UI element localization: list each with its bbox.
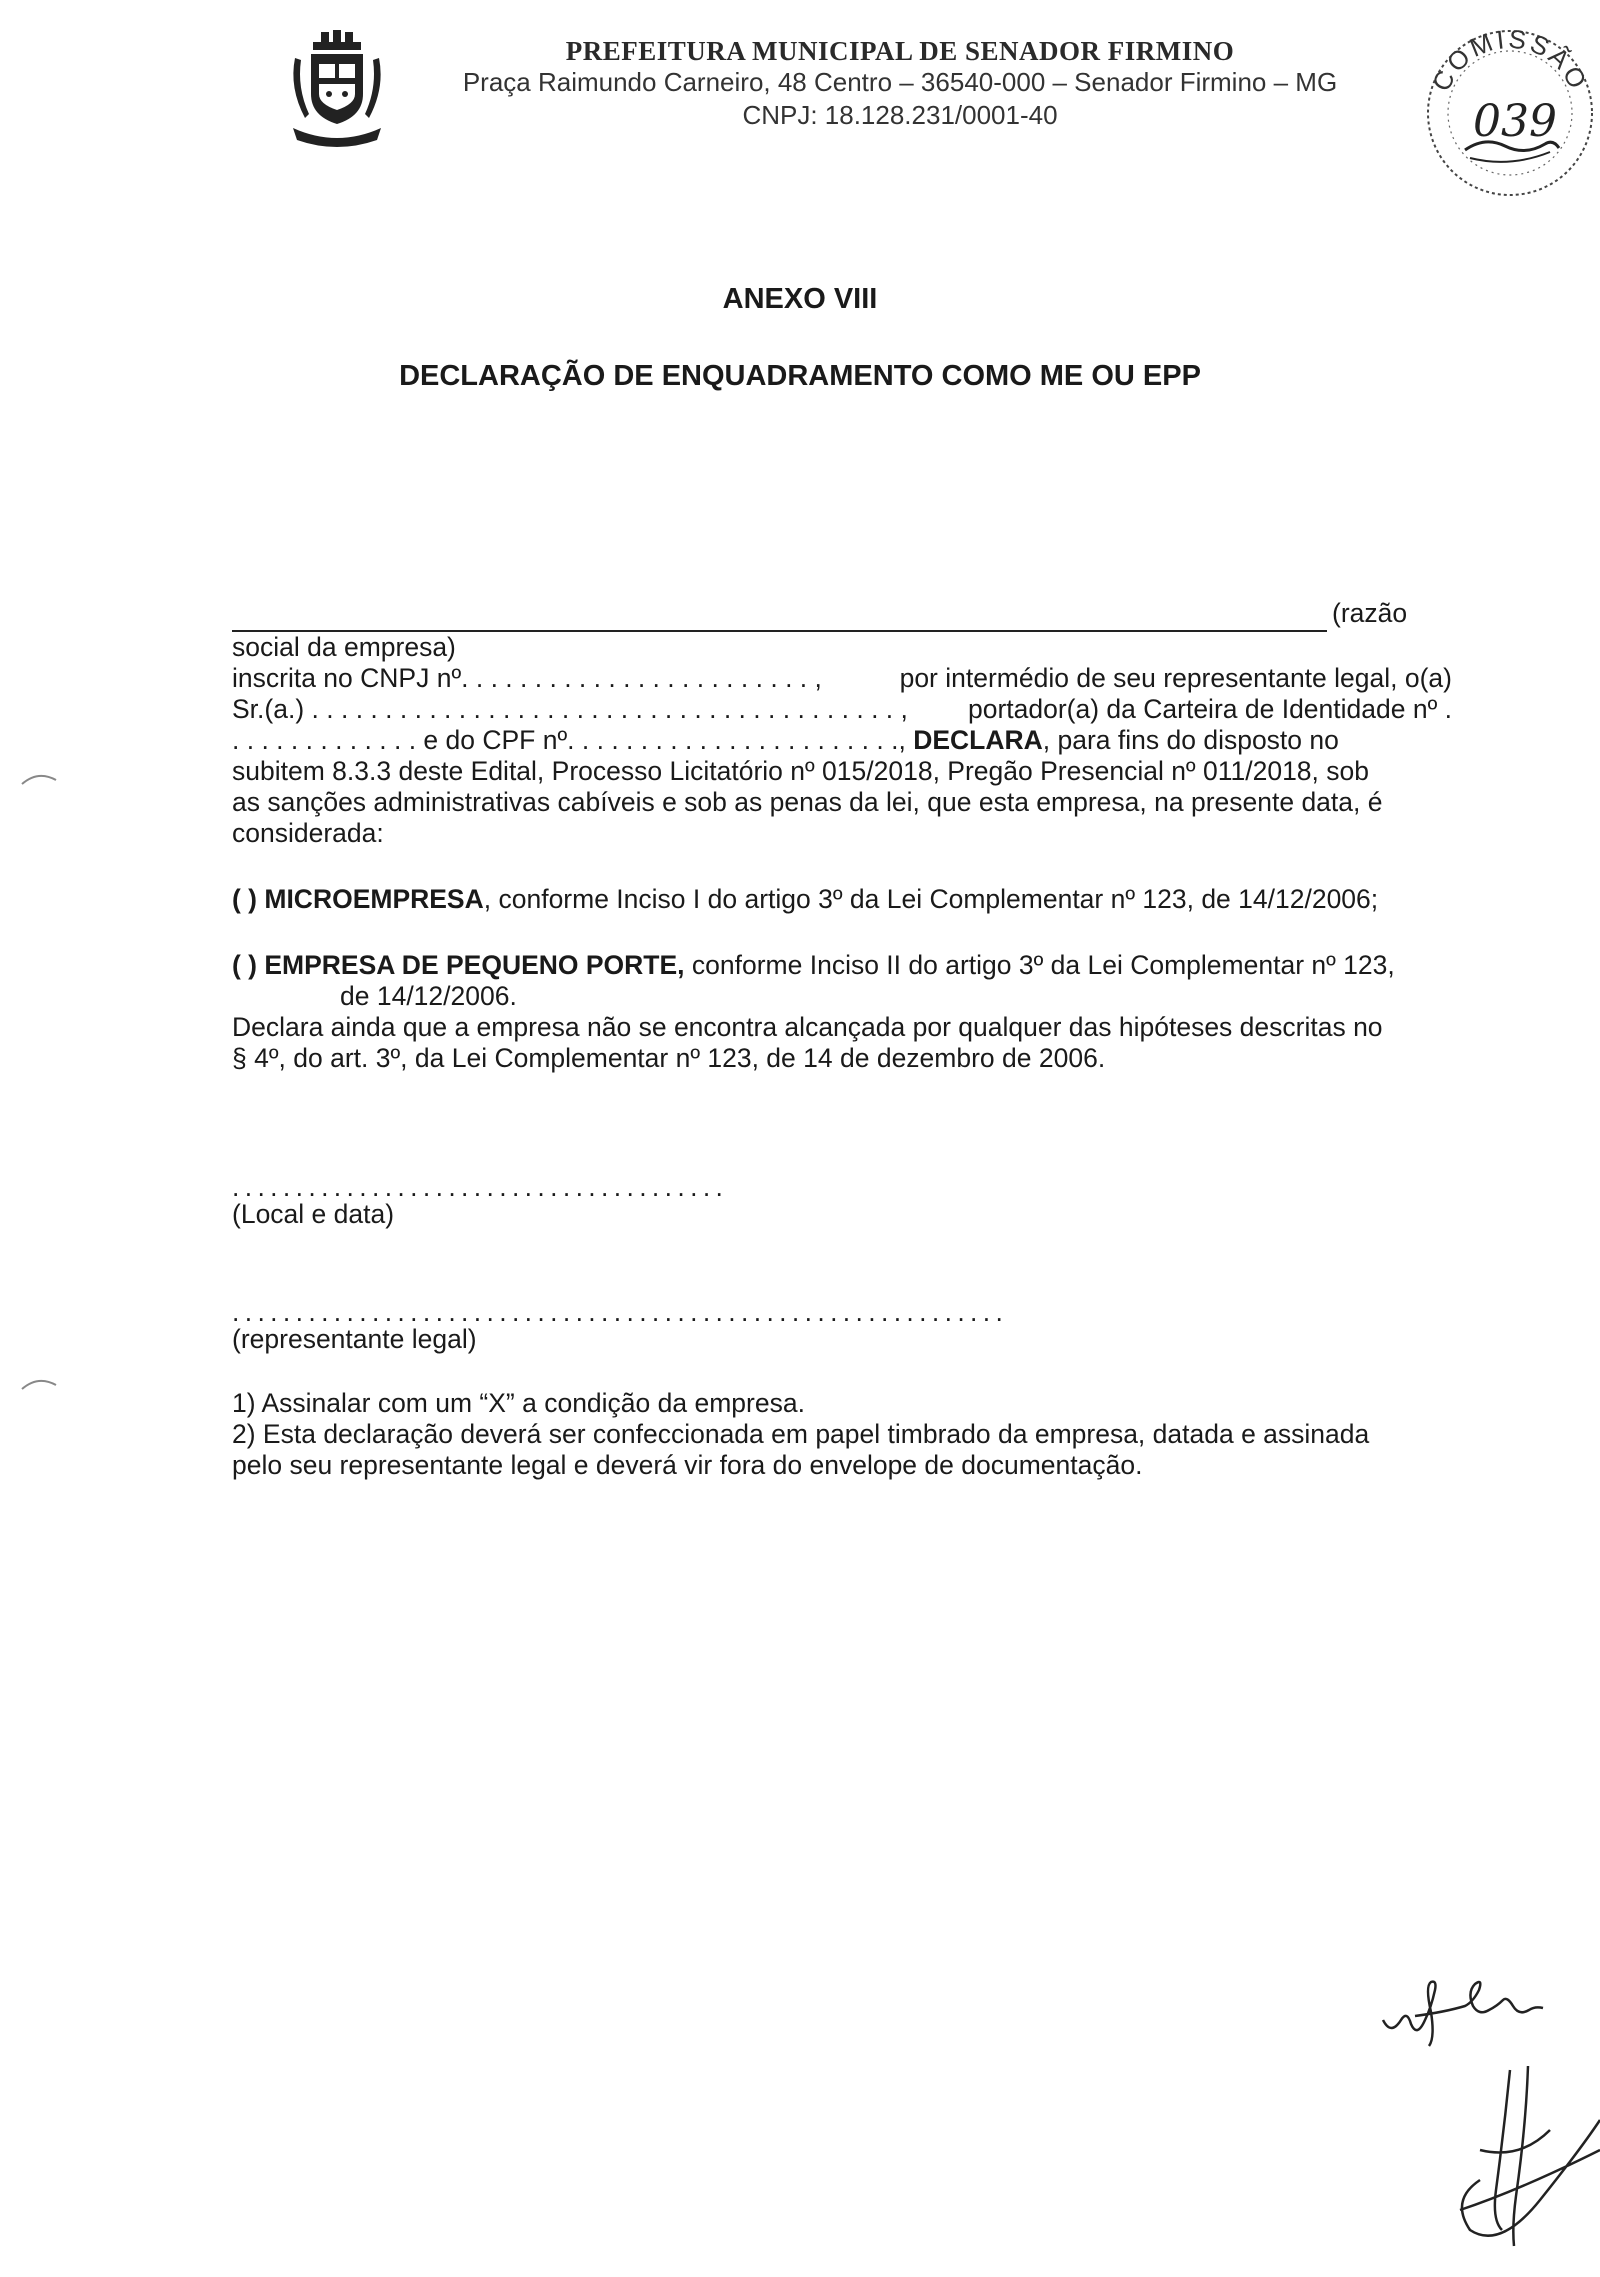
municipality-cnpj: CNPJ: 18.128.231/0001-40	[742, 100, 1058, 130]
cnpj-line-text: por intermédio de seu representante legal, o(a)	[899, 663, 1452, 693]
stamp-text: COMISSÃO	[1425, 23, 1595, 96]
body-line-6: subitem 8.3.3 deste Edital, Processo Licitatório nº 015/2018, Pregão Presencial nº 011/2018, sob	[232, 756, 1369, 786]
signature-dots: . . . . . . . . . . . . . . . . . . . . . . . . . . . . . . . . . . . . . . . . . . . . . . . . . . . . . . . . . . . . .	[232, 1297, 1002, 1327]
declaration-line-1: Declara ainda que a empresa não se encontra alcançada por qualquer das hipóteses descritas no	[232, 1012, 1383, 1042]
declaration-line-2: § 4º, do art. 3º, da Lei Complementar nº 123, de 14 de dezembro de 2006.	[232, 1043, 1106, 1073]
stamp-page-number: 039	[1473, 96, 1557, 147]
note-2: 2) Esta declaração deverá ser confeccionada em papel timbrado da empresa, datada e assinada	[232, 1419, 1370, 1449]
note-1: 1) Assinalar com um “X” a condição da empresa.	[232, 1388, 805, 1418]
declara-keyword: DECLARA	[913, 725, 1043, 755]
option-epp: ( ) EMPRESA DE PEQUENO PORTE, conforme Inciso II do artigo 3º da Lei Complementar nº 123,	[232, 950, 1395, 980]
local-data-dots: . . . . . . . . . . . . . . . . . . . . . . . . . . . . . . . . . . . . . . .	[232, 1172, 722, 1202]
razao-label: (razão	[1332, 598, 1408, 628]
declaration-body	[232, 0, 1452, 2277]
margin-mark-2	[20, 1375, 60, 1395]
local-data-label: (Local e data)	[232, 1199, 395, 1229]
option-microempresa: ( ) MICROEMPRESA, conforme Inciso I do artigo 3º da Lei Complementar nº 123, de 14/12/2006;	[232, 884, 1379, 914]
note-3: pelo seu representante legal e deverá vir fora do envelope de documentação.	[232, 1450, 1143, 1480]
representative-line-text: portador(a) da Carteira de Identidade nº .	[967, 694, 1452, 724]
annex-title: ANEXO VIII	[722, 283, 878, 315]
municipality-address: Praça Raimundo Carneiro, 48 Centro – 36540-000 – Senador Firmino – MG	[462, 67, 1338, 97]
cpf-line	[232, 725, 1452, 756]
representative-line	[232, 694, 1452, 725]
representative-field: Sr.(a.) . . . . . . . . . . . . . . . . . . . . . . . . . . . . . . . . . . . . . . . . ,	[232, 694, 908, 724]
body-line-8: considerada:	[232, 818, 384, 848]
cpf-field: . . . . . . . . . . . . . e do CPF nº. . . . . . . . . . . . . . . . . . . . . . ., DECLARA, para fins do disposto no	[232, 725, 1339, 755]
cnpj-line	[232, 663, 1452, 694]
declaration-title: DECLARAÇÃO DE ENQUADRAMENTO COMO ME OU EPP	[399, 360, 1201, 392]
representative-label: (representante legal)	[232, 1324, 477, 1354]
handwritten-signature	[1420, 2060, 1600, 2260]
municipality-name: PREFEITURA MUNICIPAL DE SENADOR FIRMINO	[565, 36, 1235, 66]
option-epp-cont: de 14/12/2006.	[340, 981, 517, 1011]
body-line-7: as sanções administrativas cabíveis e sob as penas da lei, que esta empresa, na presente data, é	[232, 787, 1383, 817]
cnpj-field: inscrita no CNPJ nº. . . . . . . . . . . . . . . . . . . . . . . . ,	[232, 663, 822, 693]
margin-mark-1	[20, 770, 60, 790]
razao-label-cont: social da empresa)	[232, 632, 456, 662]
handwritten-initials	[1375, 1970, 1575, 2050]
